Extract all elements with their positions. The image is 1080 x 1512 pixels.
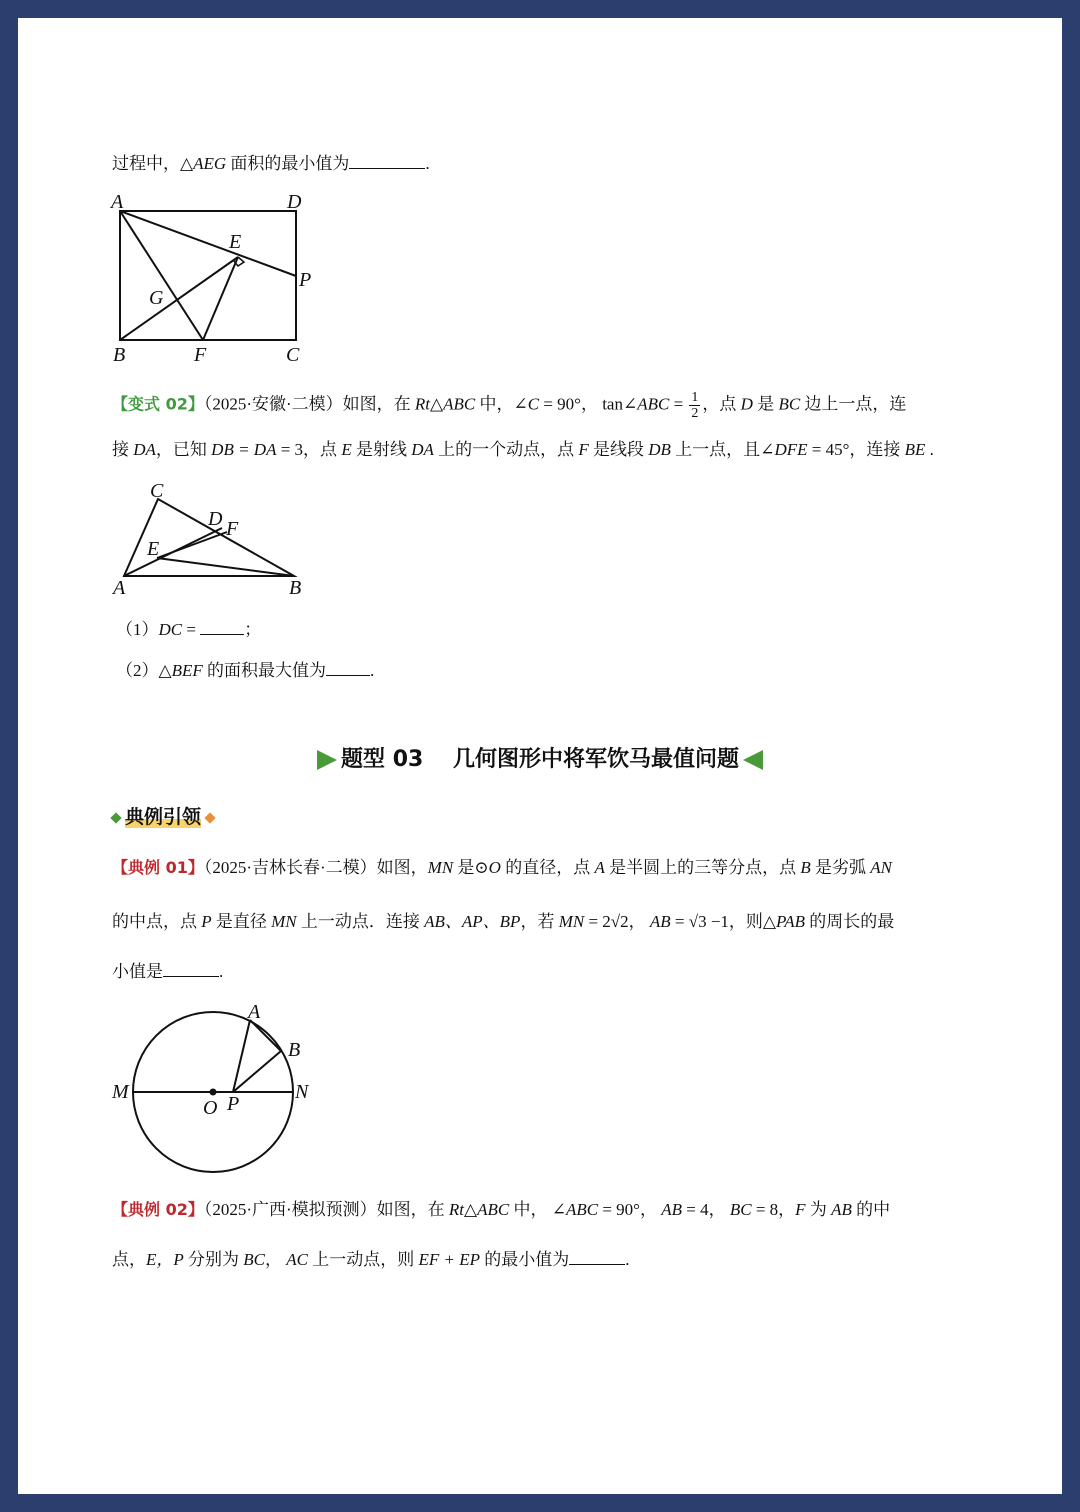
var: DB = DA [211, 440, 277, 459]
problem-line-1 [112, 150, 430, 176]
label-a: A [248, 1001, 261, 1023]
label-c: C [150, 480, 164, 502]
segment-ap [120, 211, 296, 276]
text: 的最小值为 [480, 1250, 570, 1269]
text: 中，∠ [475, 394, 528, 414]
triangle-right-icon [317, 750, 337, 770]
var: AB [831, 1200, 852, 1219]
text: 点， [112, 1250, 146, 1269]
text: 为 [805, 1200, 832, 1219]
text: 是直径 [211, 912, 272, 931]
text: 小值是 [112, 962, 163, 981]
text: ，点 [702, 394, 741, 414]
var: O [488, 858, 501, 877]
text: ，已知 [155, 440, 212, 459]
text: 是线段 [588, 440, 649, 459]
section-title-text: 题型 03 几何图形中将军饮马最值问题 [341, 747, 739, 772]
text: 是半圆上的三等分点，点 [604, 858, 801, 877]
var: MN [271, 912, 297, 931]
text: = 3，点 [276, 440, 342, 459]
example-02-line-2 [112, 1246, 630, 1272]
text: （2025·安徽·二模）如图，在 [203, 394, 415, 414]
answer-blank [326, 657, 370, 676]
var: F [578, 440, 589, 459]
segment-pb [233, 1051, 281, 1092]
text: 接 [112, 440, 134, 459]
subhead-text: 典例引领 [125, 806, 202, 828]
figure-rectangle [105, 188, 325, 368]
text: 上的一个动点，点 [433, 440, 579, 459]
text: = 4， [682, 1200, 730, 1219]
label-b: B [113, 344, 126, 366]
var: DB [648, 440, 671, 459]
var: ABC [637, 394, 670, 414]
var: DA [411, 440, 434, 459]
figure-circle [105, 998, 325, 1178]
section-title [0, 742, 1080, 773]
var: ABC [565, 1200, 599, 1219]
label-g: G [149, 287, 164, 309]
text: . [219, 962, 224, 981]
text: 是⊙ [453, 858, 489, 877]
text: = 8， [751, 1200, 796, 1219]
text: 过程中，△ [112, 154, 194, 173]
var: BEF [171, 661, 203, 680]
example-tag: 【典例 01】 [112, 858, 204, 877]
label-p: P [299, 269, 312, 291]
label-a: A [113, 577, 126, 599]
text: . [925, 440, 934, 459]
text: （2025·广西·模拟预测）如图，在 [203, 1200, 449, 1219]
text: 是 [752, 394, 779, 414]
var: BC [778, 394, 801, 414]
label-b: B [289, 577, 302, 599]
segment-af [120, 211, 203, 340]
label-e: E [229, 231, 242, 253]
example-tag: 【典例 02】 [112, 1200, 204, 1219]
triangle-left-icon [743, 750, 763, 770]
text: = [182, 620, 201, 639]
segment-ab [250, 1020, 281, 1051]
example-01-line-2 [112, 910, 894, 934]
var: C [527, 394, 540, 414]
question-2 [116, 657, 374, 683]
var: MN [558, 912, 585, 931]
text: = 90°， [598, 1200, 662, 1219]
text: = 90°， tan∠ [539, 394, 638, 414]
fraction-one-half [689, 390, 700, 421]
text: ； [244, 620, 262, 639]
variant-tag: 【变式 02】 [112, 394, 204, 414]
text: = [669, 394, 688, 414]
var: Rt△ABC [448, 1200, 510, 1219]
variant-02-line-2 [112, 438, 934, 462]
var: BC [243, 1250, 266, 1269]
var: EF + EP [418, 1250, 481, 1269]
var: D [740, 394, 753, 414]
var: DFE [774, 440, 808, 459]
text: 中， ∠ [509, 1200, 566, 1219]
text: 的直径，点 [500, 858, 595, 877]
text: 的中点，点 [112, 912, 202, 931]
var: P [201, 912, 212, 931]
text: ， [265, 1250, 287, 1269]
text: （2025·吉林长春·二模）如图， [203, 858, 428, 877]
segment-ef [157, 532, 227, 558]
var: AB [649, 912, 671, 931]
text: . [369, 661, 375, 680]
var: AB、AP、BP [424, 912, 521, 931]
var: B [800, 858, 811, 877]
numerator: 1 [691, 390, 699, 405]
label-f: F [226, 518, 239, 540]
text: ，若 [520, 912, 559, 931]
text: = 2√2， [584, 912, 650, 931]
var: DA [133, 440, 156, 459]
text: 面积的最小值为 [226, 154, 350, 173]
text: 上一动点，则 [308, 1250, 419, 1269]
question-1 [116, 616, 261, 642]
diamond-icon [204, 812, 215, 823]
text: 的中 [851, 1200, 891, 1219]
text: 是射线 [351, 440, 412, 459]
text: 分别为 [183, 1250, 244, 1269]
example-01-line-1 [112, 856, 892, 880]
diamond-icon [110, 812, 121, 823]
var: BC [729, 1200, 752, 1219]
text: = √3 −1，则△ [670, 912, 776, 931]
text: . [625, 1250, 630, 1269]
var: Rt△ABC [414, 394, 476, 414]
label-m: M [112, 1081, 129, 1103]
segment-pa [233, 1020, 250, 1092]
var: AN [870, 858, 892, 877]
text: 的周长的最 [804, 912, 895, 931]
text: = 45°，连接 [807, 440, 905, 459]
label-d: D [208, 508, 223, 530]
var: E [341, 440, 352, 459]
center-point [210, 1089, 217, 1096]
var: AEG [193, 154, 227, 173]
label-c: C [286, 344, 300, 366]
subhead [112, 802, 214, 829]
var: F [795, 1200, 806, 1219]
label-n: N [295, 1081, 309, 1103]
text: （2）△ [116, 661, 172, 680]
text: . [425, 154, 430, 173]
segment-eb [157, 558, 294, 576]
answer-blank [200, 616, 244, 635]
label-e: E [147, 538, 160, 560]
text: 是劣弧 [810, 858, 871, 877]
text: 上一动点．连接 [296, 912, 425, 931]
label-p: P [227, 1093, 240, 1115]
label-d: D [287, 191, 302, 213]
answer-blank [569, 1246, 625, 1265]
text: 的面积最大值为 [202, 661, 326, 680]
variant-02-line-1 [112, 390, 906, 421]
var: E，P [146, 1250, 184, 1269]
text: 边上一点，连 [800, 394, 907, 414]
figure-triangle [105, 478, 325, 600]
var: AC [286, 1250, 308, 1269]
var: BE [904, 440, 926, 459]
var: MN [427, 858, 454, 877]
var: PAB [776, 912, 805, 931]
label-a: A [111, 191, 124, 213]
text: 上一点，且∠ [670, 440, 775, 459]
var: AB [661, 1200, 682, 1219]
answer-blank [163, 958, 219, 977]
label-b: B [288, 1039, 301, 1061]
answer-blank [349, 150, 425, 169]
example-01-line-3 [112, 958, 223, 984]
example-02-line-1 [112, 1198, 890, 1222]
text: （1） [116, 620, 159, 639]
var: A [594, 858, 605, 877]
denominator: 2 [691, 406, 699, 421]
label-o: O [203, 1097, 218, 1119]
label-f: F [194, 344, 207, 366]
var: DC [158, 620, 183, 639]
